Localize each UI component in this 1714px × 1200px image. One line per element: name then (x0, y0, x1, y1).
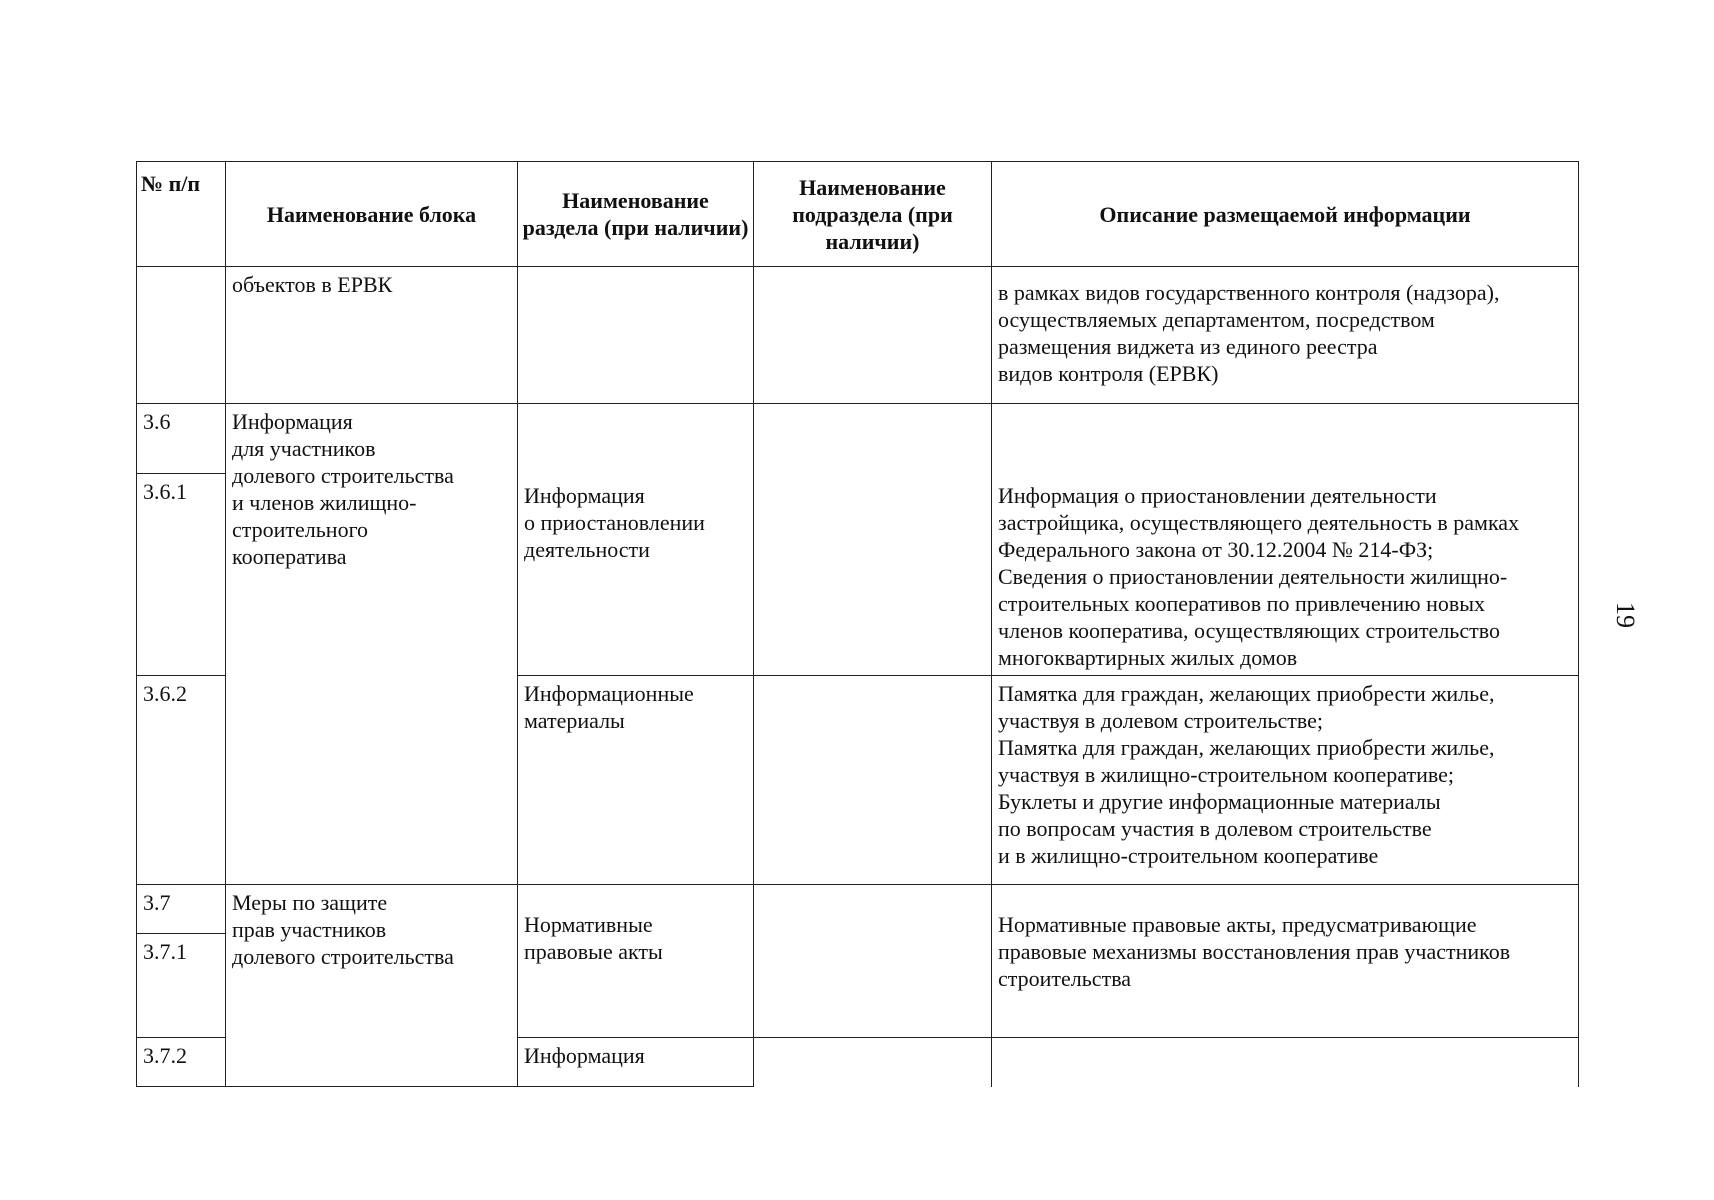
row-number: 3.7 (137, 885, 226, 934)
page-number: 19 (1611, 602, 1640, 628)
subsection-name (754, 1038, 992, 1087)
row-number: 3.6.1 (137, 474, 226, 676)
subsection-name (754, 404, 992, 676)
row-number: 3.6 (137, 404, 226, 474)
description (992, 1038, 1579, 1087)
header-description: Описание размещаемой информации (992, 162, 1579, 267)
block-name: Информация для участников долевого строительства и членов жилищно- строительного кооператива (226, 404, 518, 885)
row-number: 3.7.1 (137, 934, 226, 1038)
block-name: объектов в ЕРВК (226, 267, 518, 404)
description: Информация о приостановлении деятельности застройщика, осуществляющего деятельность в рамках Федерального закона от 30.12.2004 № 214-ФЗ; Сведения о приостановлении деятельности жилищно- строительных кооперативов по привлечению новых членов кооператива, осуществляющих строительство многоквартирных жилых домов (992, 404, 1579, 676)
header-subsection: Наименование подраздела (при наличии) (754, 162, 992, 267)
description: в рамках видов государственного контроля (надзора), осуществляемых департаментом, посредством размещения виджета из единого реестра видов контроля (ЕРВК) (992, 267, 1579, 404)
block-name: Меры по защите прав участников долевого строительства (226, 885, 518, 1087)
header-section: Наименование раздела (при наличии) (518, 162, 754, 267)
row-number (137, 267, 226, 404)
information-table (136, 161, 1579, 1087)
section-name: Нормативные правовые акты (518, 885, 754, 1038)
subsection-name (754, 885, 992, 1038)
table-row (137, 267, 1579, 404)
subsection-name (754, 267, 992, 404)
description: Памятка для граждан, желающих приобрести жилье, участвуя в долевом строительстве; Памятка для граждан, желающих приобрести жилье, участвуя в жилищно-строительном кооперативе; Буклеты и другие информационные материалы по вопросам участия в долевом строительстве и в жилищно-строительном кооперативе (992, 676, 1579, 885)
section-name: Информационные материалы (518, 676, 754, 885)
table-row (137, 885, 1579, 934)
description: Нормативные правовые акты, предусматривающие правовые механизмы восстановления прав участников строительства (992, 885, 1579, 1038)
row-number: 3.7.2 (137, 1038, 226, 1087)
section-name: Информация о приостановлении деятельности (518, 404, 754, 676)
table-header-row (137, 162, 1579, 267)
table-row (137, 404, 1579, 474)
section-name (518, 267, 754, 404)
section-name: Информация (518, 1038, 754, 1087)
header-num: № п/п (137, 162, 226, 267)
row-number: 3.6.2 (137, 676, 226, 885)
subsection-name (754, 676, 992, 885)
header-block: Наименование блока (226, 162, 518, 267)
